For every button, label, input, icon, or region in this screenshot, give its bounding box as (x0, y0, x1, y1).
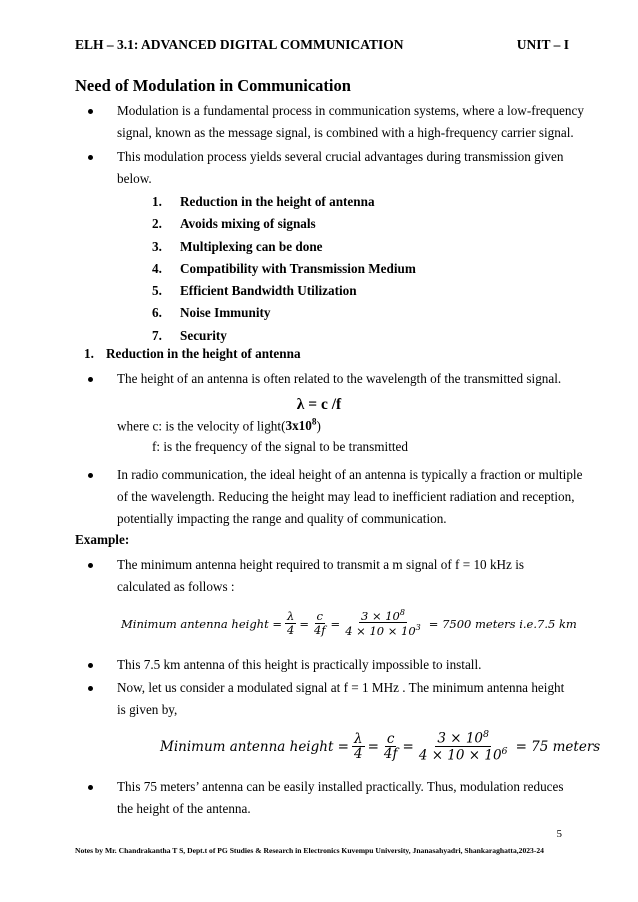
bullet-text: of the wavelength. Reducing the height may lead to inefficient radiation and reception, (117, 489, 575, 504)
example-bullet-1 (0, 554, 638, 598)
example-bullet-3 (0, 677, 638, 721)
antenna-height-equation-1: Minimum antenna height = $\frac{\lambda}{4}$ = $\frac{c}{4f}$ = $\frac{3 \times 10^8}{4 \times 10 \times 10^3}$ = 7500 meters i.e.7.5 km (121, 608, 577, 639)
header-course-title: ELH – 3.1: ADVANCED DIGITAL COMMUNICATION (75, 37, 404, 52)
list-item: 3. Multiplexing can be done (152, 238, 323, 254)
wavelength-formula: λ = c /f (296, 396, 342, 413)
bullet-text: signal, known as the message signal, is combined with a high-frequency carrier signal. (117, 125, 574, 140)
page-number: 5 (556, 828, 562, 840)
header-unit: UNIT – I (516, 37, 569, 52)
bullet-dot-icon (88, 563, 93, 568)
bullet-text: Modulation is a fundamental process in communication systems, where a low-frequency (117, 103, 584, 118)
section1-bullet-2 (0, 464, 638, 530)
intro-bullet-1 (0, 100, 638, 144)
advantages-list (152, 191, 416, 347)
section-heading: 1. Reduction in the height of antenna (84, 346, 301, 361)
bullet-dot-icon (88, 377, 93, 382)
section1-bullet-1 (0, 368, 638, 390)
where-velocity-line: where c: is the velocity of $light(3x10^8)$ (117, 417, 321, 434)
page-title: Need of Modulation in Communication (75, 76, 351, 95)
list-item: 6. Noise Immunity (152, 305, 271, 321)
bullet-dot-icon (88, 686, 93, 691)
where-frequency-line: f: is the frequency of the signal to be transmitted (152, 439, 408, 454)
bullet-text: the height of the antenna. (117, 801, 251, 816)
example-bullet-2 (0, 654, 638, 676)
bullet-text: below. (117, 171, 152, 186)
bullet-text: This 75 meters’ antenna can be easily installed practically. Thus, modulation reduces (117, 779, 564, 794)
footer-note: Notes by Mr. Chandrakantha T S, Dept.t of PG Studies & Research in Electronics Kuvempu University, Jnanasahyadri, Shankaraghatta,2023-24 (75, 846, 544, 855)
example-label: Example: (75, 532, 130, 547)
antenna-height-equation-2: Minimum antenna height = $\frac{\lambda}{4}$ = $\frac{c}{4f}$ = $\frac{3 \times 10^8}{4 \times 10 \times 10^6}$ = 75 meters (160, 729, 601, 764)
bullet-text: is given by, (117, 702, 178, 717)
list-item: 1. Reduction in the height of antenna (152, 194, 375, 209)
bullet-dot-icon (88, 155, 93, 160)
bullet-dot-icon (88, 663, 93, 668)
list-item: 7. Security (152, 327, 227, 343)
bullet-dot-icon (88, 473, 93, 478)
bullet-text: Now, let us consider a modulated signal at f = 1 MHz . The minimum antenna height (117, 680, 565, 695)
list-item: 5. Efficient Bandwidth Utilization (152, 283, 357, 299)
bullet-text: In radio communication, the ideal height of an antenna is typically a fraction or multiple (117, 467, 583, 482)
list-item: 4. Compatibility with Transmission Medium (152, 260, 416, 276)
intro-bullet-2 (0, 146, 638, 190)
bullet-text: The minimum antenna height required to transmit a m signal of f = 10 kHz is (117, 557, 525, 572)
bullet-dot-icon (88, 785, 93, 790)
bullet-text: This modulation process yields several crucial advantages during transmission given (117, 149, 564, 164)
bullet-text: This 7.5 km antenna of this height is practically impossible to install. (117, 657, 482, 672)
list-item: 2. Avoids mixing of signals (152, 216, 316, 232)
example-bullet-4 (0, 776, 638, 820)
bullet-text: calculated as follows : (117, 579, 235, 594)
bullet-text: potentially impacting the range and quality of communication. (117, 511, 447, 526)
bullet-dot-icon (88, 109, 93, 114)
bullet-text: The height of an antenna is often related to the wavelength of the transmitted signal. (117, 371, 562, 386)
